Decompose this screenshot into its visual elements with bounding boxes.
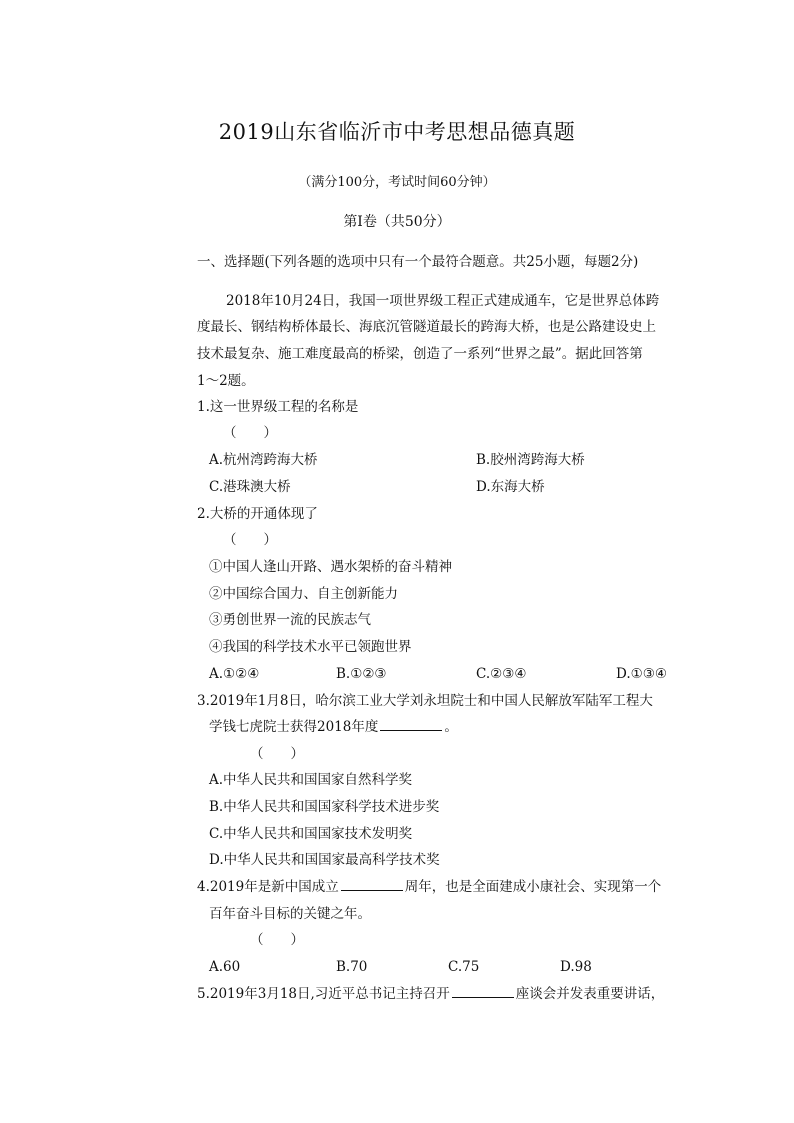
answer-paren: （ ）	[223, 425, 277, 441]
q2-option-b: B.①②③	[336, 666, 387, 682]
passage-line: 技术最复杂、施工难度最高的桥梁，创造了一系列“世界之最”。据此回答第	[197, 346, 643, 362]
stem-text: 学钱七虎院士获得2018年度	[209, 719, 379, 735]
stem-text: 周年，也是全面建成小康社会、实现第一个	[404, 879, 662, 895]
answer-blank	[341, 878, 403, 891]
q1-option-d: D.东海大桥	[476, 479, 545, 495]
question-4-stem-cont: 百年奋斗目标的关键之年。	[209, 906, 371, 922]
question-3-stem: 3.2019年1月8日，哈尔滨工业大学刘永坦院士和中国人民解放军陆军工程大	[197, 693, 653, 709]
q3-option-b: B.中华人民共和国国家科学技术进步奖	[209, 799, 440, 815]
stem-text: 4.2019年是新中国成立	[197, 879, 339, 895]
q2-option-d: D.①③④	[616, 666, 667, 682]
question-4-stem	[197, 878, 661, 896]
q2-item: ③勇创世界一流的民族志气	[209, 612, 371, 628]
q3-option-c: C.中华人民共和国国家技术发明奖	[209, 826, 413, 842]
question-1-stem: 1.这一世界级工程的名称是	[197, 399, 359, 415]
q1-option-c: C.港珠澳大桥	[209, 479, 291, 495]
answer-paren: （ ）	[250, 932, 304, 948]
passage-line: 度最长、钢结构桥体最长、海底沉管隧道最长的跨海大桥，也是公路建设史上	[197, 319, 656, 335]
stem-text: 5.2019年3月18日,习近平总书记主持召开	[197, 986, 450, 1002]
q1-option-a: A.杭州湾跨海大桥	[209, 452, 318, 468]
stem-text: 座谈会并发表重要讲话，	[515, 986, 665, 1002]
q3-option-a: A.中华人民共和国国家自然科学奖	[209, 772, 413, 788]
stem-text: 。	[444, 719, 458, 735]
q4-option-a: A.60	[209, 959, 241, 975]
answer-paren: （ ）	[223, 532, 277, 548]
q4-option-c: C.75	[448, 959, 480, 975]
answer-blank	[380, 718, 442, 731]
answer-blank	[452, 985, 514, 998]
q4-option-d: D.98	[560, 959, 592, 975]
passage-line: 1～2题。	[197, 373, 255, 389]
q2-item: ④我国的科学技术水平已领跑世界	[209, 639, 412, 655]
q2-item: ②中国综合国力、自主创新能力	[209, 586, 398, 602]
section-heading: 一、选择题(下列各题的选项中只有一个最符合题意。共25小题，每题2分)	[197, 254, 639, 270]
q3-option-d: D.中华人民共和国国家最高科学技术奖	[209, 852, 440, 868]
q4-option-b: B.70	[336, 959, 368, 975]
answer-paren: （ ）	[250, 746, 304, 762]
q2-item: ①中国人逢山开路、遇水架桥的奋斗精神	[209, 559, 452, 575]
exam-subtitle: （满分100分，考试时间60分钟）	[298, 175, 496, 190]
passage-line: 2018年10月24日，我国一项世界级工程正式建成通车，它是世界总体跨	[226, 293, 660, 309]
question-5-stem	[197, 985, 664, 1003]
q1-option-b: B.胶州湾跨海大桥	[476, 452, 585, 468]
q2-option-a: A.①②④	[209, 666, 260, 682]
page-title: 2019山东省临沂市中考思想品德真题	[218, 120, 576, 144]
q2-option-c: C.②③④	[476, 666, 527, 682]
part-heading: 第Ⅰ卷（共50分）	[343, 214, 451, 230]
question-2-stem: 2.大桥的开通体现了	[197, 506, 318, 522]
question-3-stem-cont	[209, 718, 458, 736]
